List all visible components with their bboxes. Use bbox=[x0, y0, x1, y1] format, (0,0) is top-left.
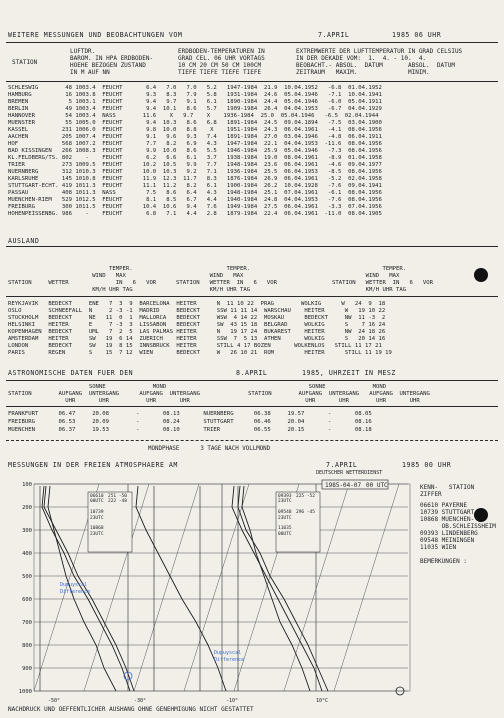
footer-notice: NACHDRUCK UND OEFFENTLICHER AUSHANG OHNE GENEHMIGUNG NICHT GESTATTET bbox=[8, 706, 254, 713]
pressure-label: 100 bbox=[22, 482, 32, 488]
upper-air-year-time: 1985 00 UHR bbox=[402, 461, 452, 469]
table-row: KARLSRUHE 145 1010.8 FEUCHT 11.9 12.3 11.7 8.3 1876-1984 26.9 06.04.1961 -5.2 02.04.1958 bbox=[8, 176, 382, 182]
divider bbox=[6, 296, 498, 297]
table-row: TRIER 273 1009.5 FEUCHT 10.2 10.5 9.9 7.7 1948-1984 23.6 06.04.1961 -4.6 09.04.1977 bbox=[8, 162, 382, 168]
astro-header-left: SONNE MOND STATION AUFGANG UNTERGANG AUFGANG UNTERGANG UHR UHR UHR UHR bbox=[8, 384, 200, 404]
temperature-tick: -50° bbox=[48, 698, 61, 704]
moon-phase: MONDPHASE 3 TAGE NACH VOLLMOND bbox=[148, 446, 271, 452]
divider bbox=[6, 81, 498, 82]
legend-station: 10868 MUENCHEN- bbox=[420, 516, 475, 523]
table-row: AACHEN 205 1007.4 FEUCHT 9.1 9.6 9.3 7.4 1891-1984 27.0 03.04.1946 -4.8 06.04.1911 bbox=[8, 134, 382, 140]
table-row: STOCKHOLM BEDECKT NE 11 0 1 MALLORCA BEDECKT WSW 4 14 22 MOSKAU BEDECKT NW 11 -3 2 bbox=[8, 315, 386, 321]
left-box-values: 251 -50 222 -48 bbox=[108, 494, 127, 505]
abroad-header-mid: TEMPER. WIND MAX STATION WETTER IN 6 VOR KM/H UHR TAG bbox=[176, 266, 278, 293]
table-row: OSLO SCHNEEFALL N 2 -3 -1 MADRID BEDECKT SSW 11 11 14 WARSCHAU HEITER W 19 10 22 bbox=[8, 308, 386, 314]
table-row: PARIS REGEN S 15 7 12 WIEN BEDECKT W 26 10 21 ROM HEITER STILL 11 19 19 bbox=[8, 350, 392, 356]
right-box-stations: 09393 23UTC 09548 23UTC 11035 00UTC bbox=[278, 494, 292, 537]
punch-hole bbox=[474, 268, 488, 282]
table-row: REYKJAVIK BEDECKT ENE 7 3 9 BARCELONA HEITER N 11 10 22 PRAG WOLKIG W 24 9 18 bbox=[8, 301, 386, 307]
table-row: FREIBURG 06.53 20.09 - 08.24 STUTTGART 06.46 20.04 - 08.16 bbox=[8, 419, 372, 425]
legend-station: 10739 STUTTGART bbox=[420, 509, 475, 516]
table-row: KASSEL 231 1006.0 FEUCHT 9.8 10.0 8.8 X 1951-1984 24.3 06.04.1961 -4.1 08.04.1956 bbox=[8, 127, 382, 133]
section-abroad: AUSLAND bbox=[8, 237, 40, 245]
sheet-date: 7.APRIL bbox=[318, 31, 350, 39]
table-row: HOF 568 1007.2 FEUCHT 7.7 8.2 6.9 4.3 1947-1984 22.1 04.04.1953 -11.6 08.04.1956 bbox=[8, 141, 382, 147]
table-row: STUTTGART-ECHT. 419 1011.3 FEUCHT 11.1 11.2 8.2 6.1 1900-1984 26.2 10.04.1928 -7.6 09.04.1941 bbox=[8, 183, 382, 189]
table-row: MUENSTER 55 1005.0 FEUCHT 9.4 10.3 8.6 6.8 1891-1984 24.5 09.04.1894 -7.5 03.04.1900 bbox=[8, 120, 382, 126]
astro-date: 8.APRIL bbox=[236, 369, 268, 377]
legend-station: OB.SCHLEISSHEIM bbox=[420, 523, 496, 530]
legend-station: 09548 MEININGEN bbox=[420, 537, 475, 544]
table-row: HELSINKI HEITER E 7 -3 3 LISSABON BEDECKT SW 43 15 18 BELGRAD WOLKIG S 7 16 24 bbox=[8, 322, 386, 328]
stamp-date: 1985-04-07 bbox=[325, 482, 362, 489]
col-air-temp-extremes: EXTREMWERTE DER LUFTTEMPERATUR IN GRAD CELSIUS IN DER DEKADE VOM: 1. 4. - 10. 4. BEOBACHT.- ABSOL. DATUM ABSOL. DATUM ZEITRAUM MAXIM. MINIM. bbox=[296, 48, 463, 76]
pressure-label: 800 bbox=[22, 643, 32, 649]
col-station: STATION bbox=[12, 59, 38, 66]
col-pressure: LUFTDR. BAROM. IN HPA ERDBODEN- HOEHE BEZOGEN ZUSTAND IN M AUF NN bbox=[70, 48, 154, 76]
table-row: LONDON BEDECKT SW 19 8 15 INNSBRUCK HEITER STILL 4 17 BOZEN WOLKENLOS STILL 11 17 21 bbox=[8, 343, 382, 349]
temperature-tick: 10°C bbox=[316, 698, 329, 704]
stamp-time: 00 UTC bbox=[366, 482, 388, 489]
table-row: SCHLESWIG 48 1003.4 FEUCHT 6.4 7.0 7.0 5.2 1947-1984 21.9 10.04.1952 -6.8 01.04.1952 bbox=[8, 85, 382, 91]
table-row: MUENCHEN 06.37 19.53 - 08.10 TRIER 06.55 20.15 - 08.18 bbox=[8, 427, 372, 433]
divider bbox=[6, 440, 498, 441]
sheet-title: WEITERE MESSUNGEN UND BEOBACHTUNGEN VOM bbox=[8, 31, 183, 39]
divider bbox=[6, 246, 498, 247]
punch-hole bbox=[474, 508, 488, 522]
sheet-year-time: 1985 06 UHR bbox=[392, 31, 442, 39]
right-box-values: 225 -52 296 -45 bbox=[296, 494, 315, 516]
abroad-header-left: TEMPER. WIND MAX STATION WETTER IN 6 VOR KM/H UHR TAG bbox=[8, 266, 157, 293]
pressure-label: 700 bbox=[22, 620, 32, 626]
left-box-stations: 06610 00UTC 10739 23UTC 10868 23UTC bbox=[90, 494, 104, 537]
legend-station: 06610 PAYERNE bbox=[420, 502, 467, 509]
legend-title: KENN- STATION ZIFFER bbox=[420, 484, 475, 498]
legend-station: 11035 WIEN bbox=[420, 544, 457, 551]
pressure-label: 600 bbox=[22, 597, 32, 603]
table-row: BERLIN 49 1003.4 FEUCHT 9.4 10.1 8.6 5.7 1909-1984 26.4 04.04.1953 -6.7 04.04.1929 bbox=[8, 106, 382, 112]
table-row: FREIBURG 300 1011.5 FEUCHT 10.4 10.6 9.4 7.6 1949-1984 27.5 06.04.1961 -3.3 07.04.1956 bbox=[8, 204, 382, 210]
table-row: FRANKFURT 06.47 20.08 - 08.13 NUERNBERG 06.38 19.57 - 08.05 bbox=[8, 411, 372, 417]
upper-air-title: MESSUNGEN IN DER FREIEN ATMOSPHAERE AM bbox=[8, 461, 178, 469]
legend-station: 09393 LINDENBERG bbox=[420, 530, 478, 537]
abroad-header-right: TEMPER. WIND MAX STATION WETTER IN 6 VOR KM/H UHR TAG bbox=[332, 266, 434, 293]
table-row: BAD KISSINGEN 266 1008.3 FEUCHT 9.9 10.0 8.6 5.5 1946-1984 25.9 05.04.1946 -7.3 08.04.1956 bbox=[8, 148, 382, 154]
pressure-label: 200 bbox=[22, 505, 32, 511]
divider bbox=[6, 380, 498, 381]
pressure-label: 900 bbox=[22, 666, 32, 672]
table-row: PASSAU 408 1011.3 NASS 7.5 8.6 6.4 4.3 1948-1984 25.1 07.04.1961 -6.1 08.04.1956 bbox=[8, 190, 382, 196]
astro-year: 1985, UHRZEIT IN MESZ bbox=[302, 369, 396, 377]
pressure-label: 1000 bbox=[18, 689, 32, 695]
table-row: HAMBURG 16 1003.8 FEUCHT 9.3 8.3 7.9 5.8 1931-1984 24.6 05.04.1946 -7.1 10.04.1941 bbox=[8, 92, 382, 98]
divider bbox=[6, 406, 498, 407]
service-name: DEUTSCHER WETTERDIENST bbox=[316, 470, 383, 476]
divider bbox=[6, 42, 498, 43]
watermark: Dupuyscal Difference bbox=[60, 582, 91, 595]
table-row: KL.FELDBERG/TS. 802 - FEUCHT 6.2 6.6 6.1 3.7 1938-1984 19.0 08.04.1961 -8.9 01.04.1958 bbox=[8, 155, 382, 161]
table-row: HOHENPEISSENBG. 986 - FEUCHT 6.8 7.1 4.4 2.8 1879-1984 22.4 06.04.1961 -11.0 08.04.1905 bbox=[8, 211, 382, 217]
watermark: Dupuyscal Difference bbox=[214, 650, 245, 663]
temperature-tick: -10° bbox=[226, 698, 239, 704]
table-row: AMSTERDAM HEITER SW 19 6 14 ZUERICH HEITER SSW 7 5 13 ATHEN WOLKIG S 20 14 16 bbox=[8, 336, 386, 342]
astro-header-right: SONNE MOND STATION AUFGANG UNTERGANG AUFGANG UNTERGANG UHR UHR UHR UHR bbox=[248, 384, 430, 404]
pressure-label: 500 bbox=[22, 574, 32, 580]
table-row: HANNOVER 54 1003.4 NASS 11.6 X 9.7 X 1936-1984 25.0 05.04.1946 -6.5 02.04.1944 bbox=[8, 113, 379, 119]
table-row: MUENCHEN-RIEM 529 1012.5 FEUCHT 8.1 8.5 6.7 4.4 1940-1984 24.8 04.04.1953 -7.6 08.04.1956 bbox=[8, 197, 382, 203]
pressure-label: 300 bbox=[22, 528, 32, 534]
table-row: KOPENHAGEN BEDECKT UML 7 2 5 LAS PALMAS HEITER N 19 17 24 BUKAREST HEITER NW 24 18 26 bbox=[8, 329, 386, 335]
astro-title: ASTRONOMISCHE DATEN FUER DEN bbox=[8, 369, 134, 377]
table-row: BREMEN 5 1003.1 FEUCHT 9.4 9.7 9.1 6.1 1890-1984 24.4 05.04.1946 -6.0 05.04.1911 bbox=[8, 99, 382, 105]
temperature-tick: -30° bbox=[134, 698, 147, 704]
col-soil-temperatures: ERDBODEN-TEMPERATUREN IN GRAD CEL. 06 UHR VORTAGS 10 CM 20 CM 50 CM 100CM TIEFE TIEFE TIEFE TIEFE bbox=[178, 48, 265, 76]
table-row: NUERNBERG 312 1010.3 FEUCHT 10.0 10.3 9.2 7.1 1936-1984 25.5 06.04.1953 -8.5 08.04.1956 bbox=[8, 169, 382, 175]
upper-air-date: 7.APRIL bbox=[326, 461, 358, 469]
remarks-label: BEMERKUNGEN : bbox=[420, 558, 467, 565]
pressure-label: 400 bbox=[22, 551, 32, 557]
